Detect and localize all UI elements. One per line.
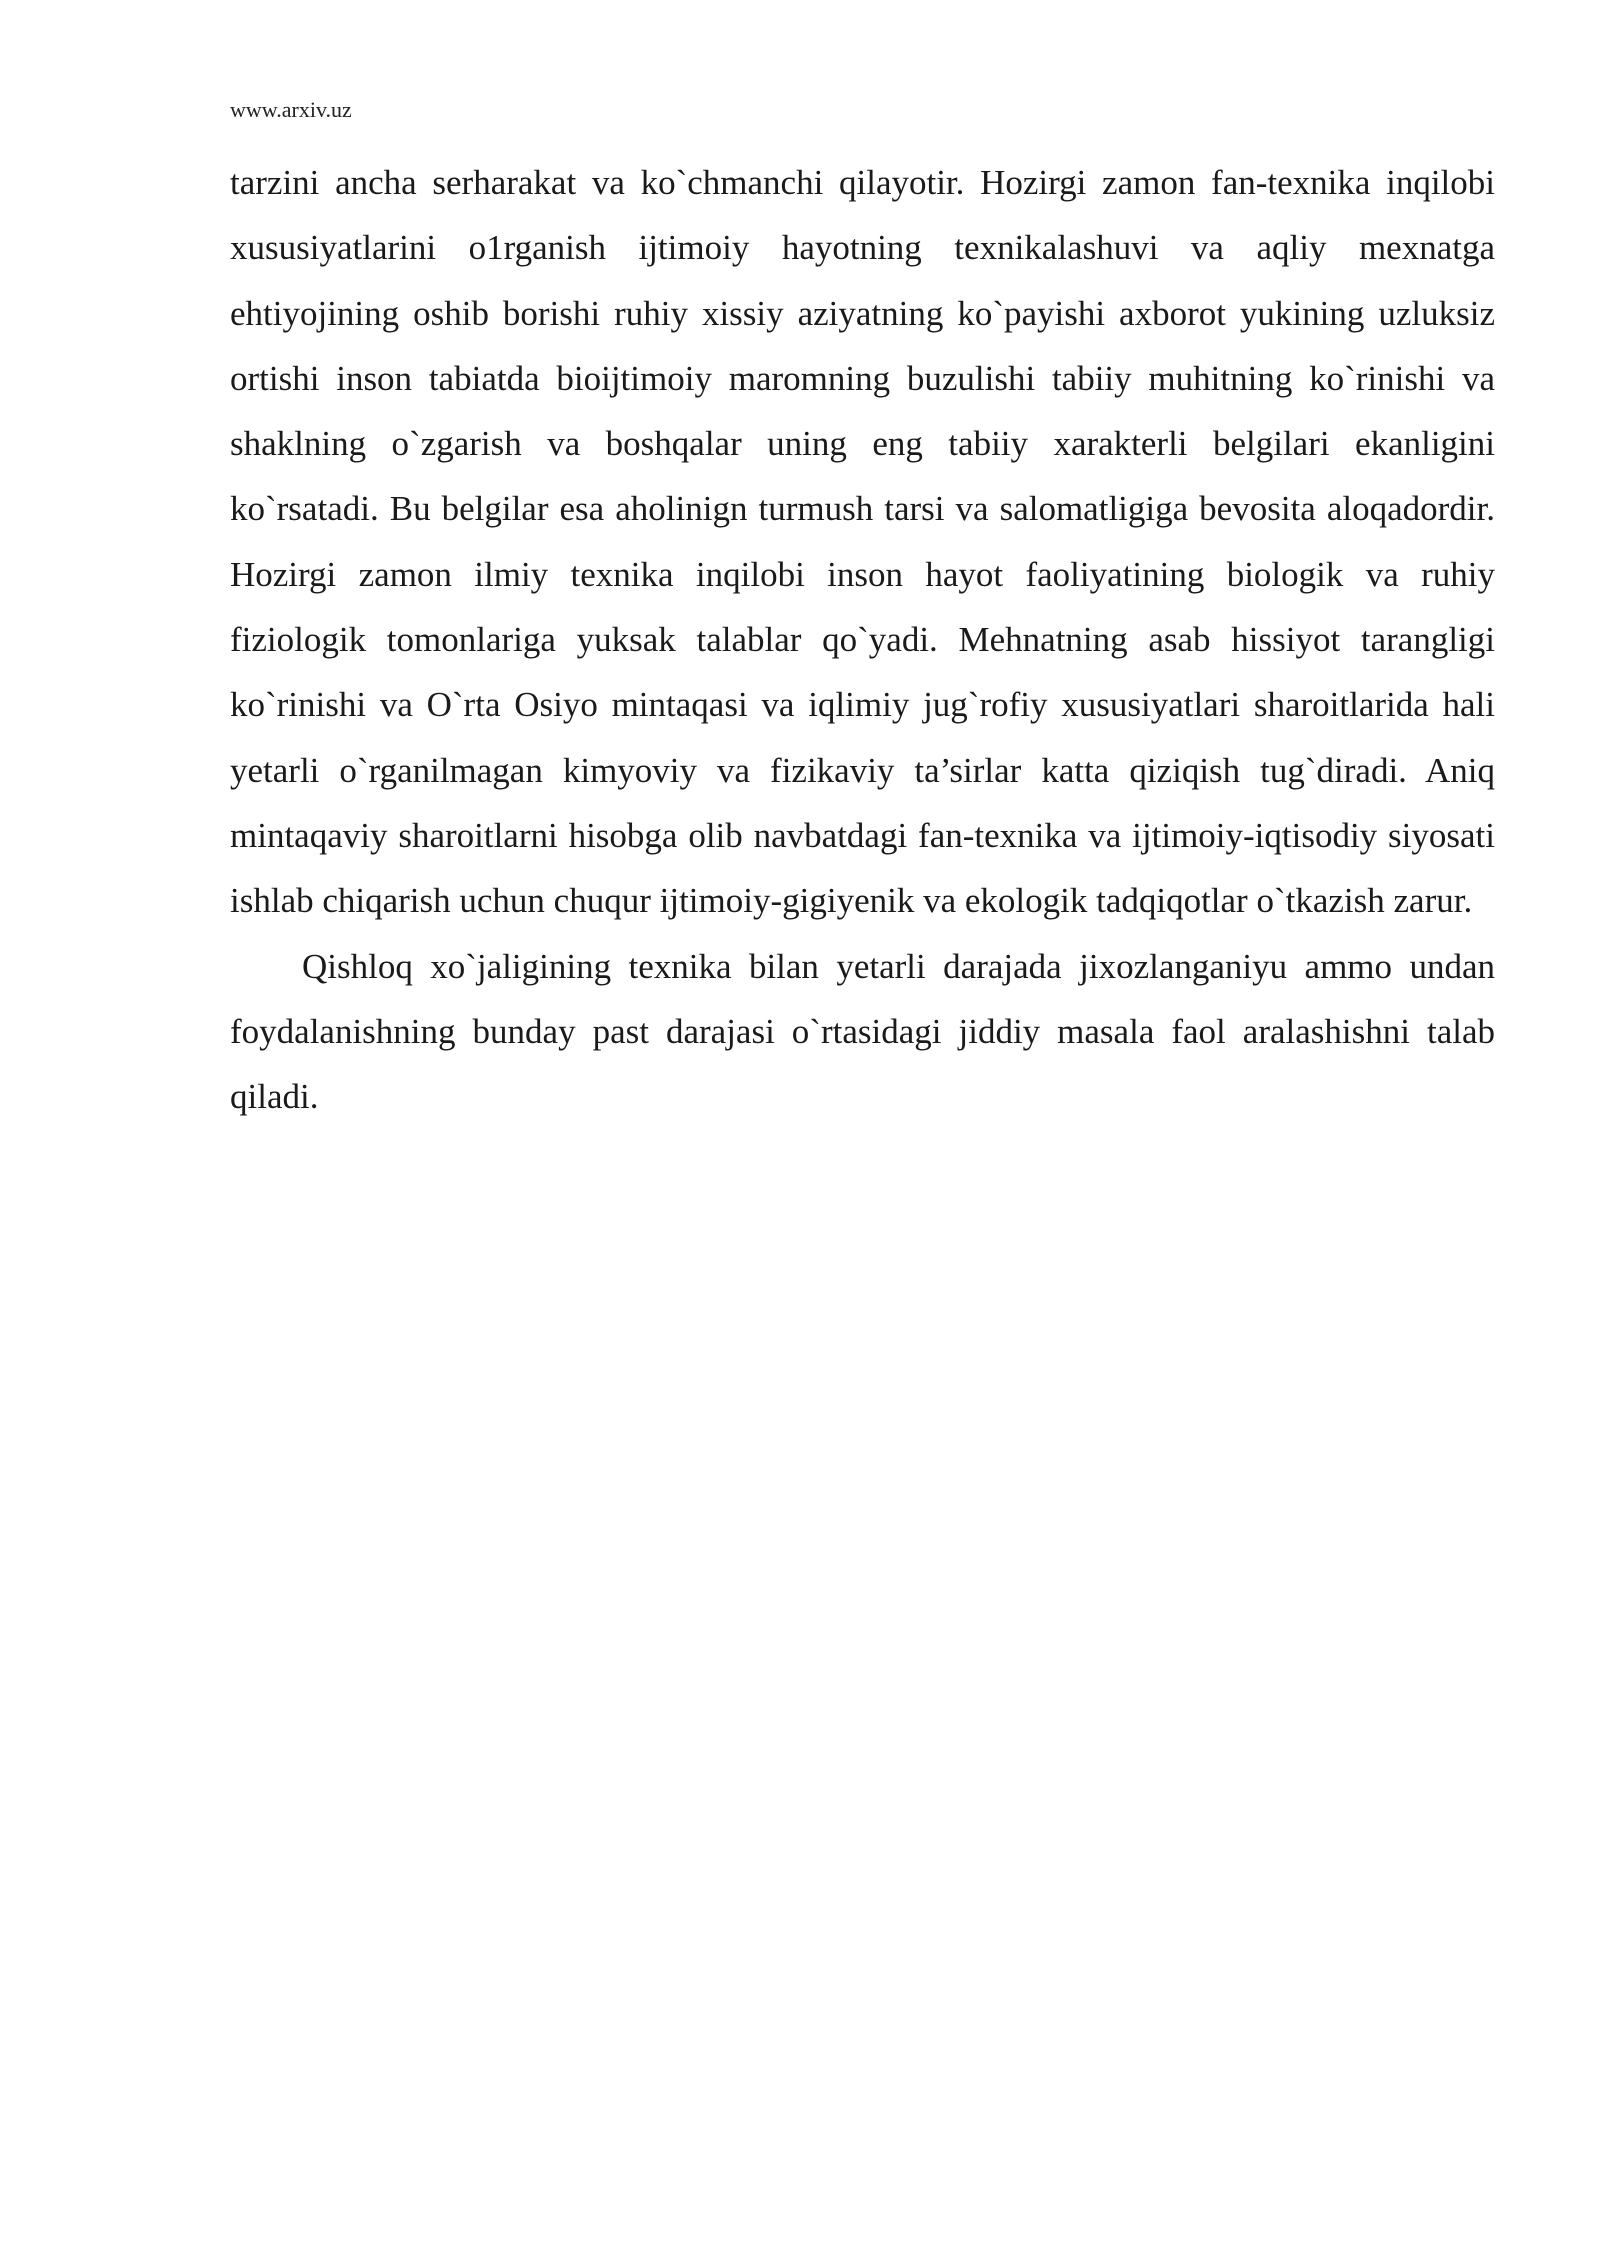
document-body <box>230 150 1495 1129</box>
site-header: www.arxiv.uz <box>230 97 352 122</box>
paragraph-2: Qishloq xo`jaligining texnika bilan yetarli darajada jixozlanganiyu ammo undan foydalanishning bunday past darajasi o`rtasidagi jiddiy masala faol aralashishni talab qiladi. <box>230 946 1495 1117</box>
paragraph-1: tarzini ancha serharakat va ko`chmanchi qilayotir. Hozirgi zamon fan-texnika inqilobi xususiyatlarini o1rganish ijtimoiy hayotning texnikalashuvi va aqliy mexnatga ehtiyojining oshib borishi ruhiy xissiy aziyatning ko`payishi axborot yukining uzluksiz ortishi inson tabiatda bioijtimoiy maromning buzulishi tabiiy muhitning ko`rinishi va shaklning o`zgarish va boshqalar uning eng tabiiy xarakterli belgilari ekanligini ko`rsatadi. Bu belgilar esa aholinign turmush tarsi va salomatligiga bevosita aloqadordir. Hozirgi zamon ilmiy texnika inqilobi inson hayot faoliyatining biologik va ruhiy fiziologik tomonlariga yuksak talablar qo`yadi. Mehnatning asab hissiyot tarangligi ko`rinishi va O`rta Osiyo mintaqasi va iqlimiy jug`rofiy xususiyatlari sharoitlarida hali yetarli o`rganilmagan kimyoviy va fizikaviy ta’sirlar katta qiziqish tug`diradi. Aniq mintaqaviy sharoitlarni hisobga olib navbatdagi fan-texnika va ijtimoiy-iqtisodiy siyosati ishlab chiqarish uchun chuqur ijtimoiy-gigiyenik va ekologik tadqiqotlar o`tkazish zarur. <box>230 163 1495 921</box>
